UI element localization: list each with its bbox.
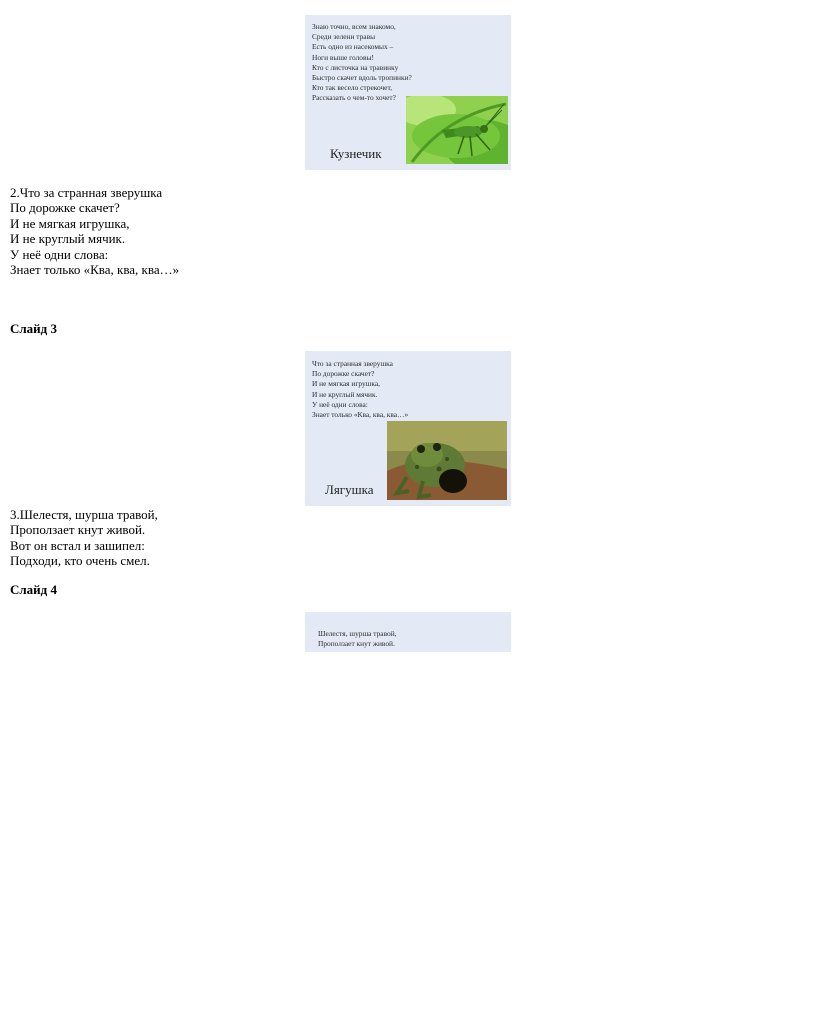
poem-line: Среди зелени травы (312, 32, 376, 42)
riddle-text (10, 507, 158, 569)
poem-line: Шелестя, шурша травой, (318, 629, 397, 638)
riddle-line: Вот он встал и зашипел: (10, 537, 145, 553)
riddle-line: Подходи, кто очень смел. (10, 553, 150, 569)
poem-line: И не мягкая игрушка, (312, 379, 380, 389)
poem-line: Что за странная зверушка (312, 359, 393, 368)
slide-heading: Слайд 4 (10, 582, 57, 597)
slide-thumbnail-frog (305, 351, 511, 506)
slide-caption: Лягушка (325, 482, 374, 497)
riddle-line: По дорожке скачет? (10, 200, 120, 216)
poem-line: По дорожке скачет? (312, 369, 375, 379)
riddle-line: Проползает кнут живой. (10, 522, 146, 538)
poem-line: Проползает кнут живой. (318, 639, 395, 649)
slide-caption: Кузнечик (330, 146, 382, 161)
riddle-line: У неё одни слова: (10, 246, 109, 262)
slide-poem (312, 22, 412, 104)
riddle-line: Знает только «Ква, ква, ква…» (10, 262, 180, 278)
slide-heading: Слайд 3 (10, 321, 57, 336)
slide-poem (318, 629, 397, 649)
slide-poem (312, 359, 408, 420)
poem-line: Знает только «Ква, ква, ква…» (312, 410, 409, 420)
poem-line: Знаю точно, всем знакомо, (312, 22, 396, 31)
poem-line: Ноги выше головы! (312, 52, 374, 62)
poem-line: Есть одно из насекомых – (312, 42, 394, 52)
riddle-line: И не мягкая игрушка, (10, 215, 130, 231)
poem-line: Быстро скачет вдоль тропинки? (312, 73, 412, 83)
riddle-line: И не круглый мячик. (10, 231, 126, 247)
poem-line: Кто так весело стрекочет, (312, 83, 392, 93)
riddle-line: 3.Шелестя, шурша травой, (10, 507, 158, 522)
slide-thumbnail-snake (305, 612, 511, 652)
slide-thumbnail-grasshopper (305, 15, 511, 170)
riddle-text (10, 185, 179, 277)
poem-line: У неё одни слова: (312, 399, 368, 409)
riddle-line: 2.Что за странная зверушка (10, 185, 163, 200)
grasshopper-photo-icon (406, 96, 508, 164)
frog-photo-icon (387, 421, 507, 500)
poem-line: Рассказать о чем-то хочет? (312, 93, 396, 103)
poem-line: Кто с листочка на травинку (312, 62, 399, 72)
poem-line: И не круглый мячик. (312, 389, 378, 399)
